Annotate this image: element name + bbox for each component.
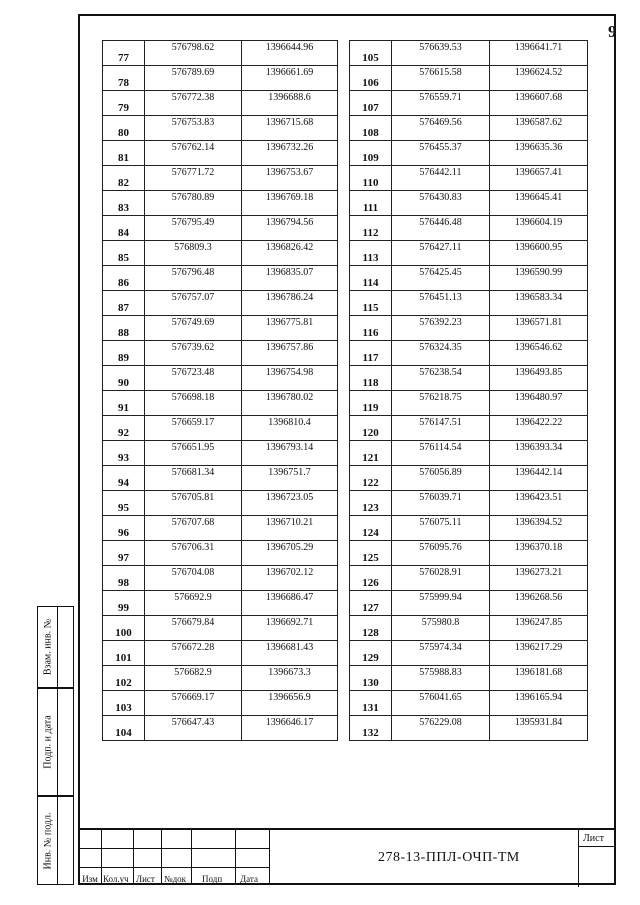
x-coordinate: 576039.71 <box>392 491 490 516</box>
table-row <box>103 666 338 691</box>
table-row <box>350 216 588 241</box>
x-coordinate: 576798.62 <box>145 41 242 66</box>
page-number: 9 <box>608 22 617 41</box>
y-coordinate: 1396692.71 <box>242 616 338 641</box>
x-coordinate: 576753.83 <box>145 116 242 141</box>
x-coordinate: 576705.81 <box>145 491 242 516</box>
y-coordinate: 1396217.29 <box>490 641 588 666</box>
y-coordinate: 1396710.21 <box>242 516 338 541</box>
table-row <box>350 491 588 516</box>
y-coordinate: 1396757.86 <box>242 341 338 366</box>
x-coordinate: 576469.56 <box>392 116 490 141</box>
y-coordinate: 1396571.81 <box>490 316 588 341</box>
table-row <box>350 391 588 416</box>
table-row <box>103 166 338 191</box>
table-row <box>103 591 338 616</box>
x-coordinate: 576659.17 <box>145 416 242 441</box>
x-coordinate: 576041.65 <box>392 691 490 716</box>
y-coordinate: 1396607.68 <box>490 91 588 116</box>
y-coordinate: 1396247.85 <box>490 616 588 641</box>
y-coordinate: 1396786.24 <box>242 291 338 316</box>
table-row <box>103 141 338 166</box>
y-coordinate: 1396493.85 <box>490 366 588 391</box>
table-row <box>103 216 338 241</box>
point-number: 103 <box>103 691 145 716</box>
coordinates-table-left <box>102 40 338 741</box>
y-coordinate: 1396657.41 <box>490 166 588 191</box>
table-row <box>103 716 338 741</box>
point-number: 82 <box>103 166 145 191</box>
x-coordinate: 575980.8 <box>392 616 490 641</box>
y-coordinate: 1396604.19 <box>490 216 588 241</box>
y-coordinate: 1396780.02 <box>242 391 338 416</box>
y-coordinate: 1396775.81 <box>242 316 338 341</box>
point-number: 84 <box>103 216 145 241</box>
point-number: 119 <box>350 391 392 416</box>
y-coordinate: 1396702.12 <box>242 566 338 591</box>
point-number: 128 <box>350 616 392 641</box>
point-number: 104 <box>103 716 145 741</box>
table-row <box>103 116 338 141</box>
y-coordinate: 1396835.07 <box>242 266 338 291</box>
x-coordinate: 576427.11 <box>392 241 490 266</box>
x-coordinate: 576651.95 <box>145 441 242 466</box>
point-number: 91 <box>103 391 145 416</box>
y-coordinate: 1396635.36 <box>490 141 588 166</box>
x-coordinate: 576762.14 <box>145 141 242 166</box>
point-number: 102 <box>103 666 145 691</box>
table-row <box>103 266 338 291</box>
point-number: 80 <box>103 116 145 141</box>
x-coordinate: 576425.45 <box>392 266 490 291</box>
table-row <box>350 116 588 141</box>
document-code: 278-13-ППЛ-ОЧП-ТМ <box>378 850 520 865</box>
y-coordinate: 1396688.6 <box>242 91 338 116</box>
x-coordinate: 576559.71 <box>392 91 490 116</box>
y-coordinate: 1396715.68 <box>242 116 338 141</box>
table-row <box>350 716 588 741</box>
x-coordinate: 576669.17 <box>145 691 242 716</box>
x-coordinate: 575988.83 <box>392 666 490 691</box>
side-stamp-replacement <box>37 606 74 688</box>
table-row <box>350 41 588 66</box>
y-coordinate: 1395931.84 <box>490 716 588 741</box>
point-number: 112 <box>350 216 392 241</box>
table-row <box>350 91 588 116</box>
point-number: 83 <box>103 191 145 216</box>
table-row <box>103 566 338 591</box>
y-coordinate: 1396583.34 <box>490 291 588 316</box>
y-coordinate: 1396165.94 <box>490 691 588 716</box>
point-number: 121 <box>350 441 392 466</box>
x-coordinate: 576739.62 <box>145 341 242 366</box>
col-data: Дата <box>240 874 258 884</box>
x-coordinate: 576442.11 <box>392 166 490 191</box>
point-number: 129 <box>350 641 392 666</box>
table-row <box>103 616 338 641</box>
table-row <box>350 316 588 341</box>
table-row <box>103 66 338 91</box>
y-coordinate: 1396723.05 <box>242 491 338 516</box>
table-row <box>350 291 588 316</box>
y-coordinate: 1396546.62 <box>490 341 588 366</box>
point-number: 113 <box>350 241 392 266</box>
point-number: 110 <box>350 166 392 191</box>
y-coordinate: 1396661.69 <box>242 66 338 91</box>
y-coordinate: 1396268.56 <box>490 591 588 616</box>
point-number: 100 <box>103 616 145 641</box>
point-number: 127 <box>350 591 392 616</box>
x-coordinate: 576723.48 <box>145 366 242 391</box>
x-coordinate: 575974.34 <box>392 641 490 666</box>
x-coordinate: 576218.75 <box>392 391 490 416</box>
y-coordinate: 1396422.22 <box>490 416 588 441</box>
table-row <box>103 341 338 366</box>
x-coordinate: 576796.48 <box>145 266 242 291</box>
point-number: 85 <box>103 241 145 266</box>
point-number: 131 <box>350 691 392 716</box>
x-coordinate: 576451.13 <box>392 291 490 316</box>
x-coordinate: 576056.89 <box>392 466 490 491</box>
y-coordinate: 1396600.95 <box>490 241 588 266</box>
point-number: 78 <box>103 66 145 91</box>
x-coordinate: 576795.49 <box>145 216 242 241</box>
table-row <box>103 541 338 566</box>
x-coordinate: 576707.68 <box>145 516 242 541</box>
table-row <box>103 516 338 541</box>
x-coordinate: 576672.28 <box>145 641 242 666</box>
x-coordinate: 576446.48 <box>392 216 490 241</box>
table-row <box>350 166 588 191</box>
table-row <box>103 441 338 466</box>
table-row <box>103 391 338 416</box>
y-coordinate: 1396681.43 <box>242 641 338 666</box>
table-row <box>103 366 338 391</box>
y-coordinate: 1396646.17 <box>242 716 338 741</box>
point-number: 93 <box>103 441 145 466</box>
x-coordinate: 576749.69 <box>145 316 242 341</box>
point-number: 125 <box>350 541 392 566</box>
point-number: 81 <box>103 141 145 166</box>
table-row <box>103 416 338 441</box>
y-coordinate: 1396624.52 <box>490 66 588 91</box>
point-number: 95 <box>103 491 145 516</box>
y-coordinate: 1396794.56 <box>242 216 338 241</box>
point-number: 111 <box>350 191 392 216</box>
col-ndok: №док <box>164 874 187 884</box>
point-number: 132 <box>350 716 392 741</box>
x-coordinate: 576698.18 <box>145 391 242 416</box>
x-coordinate: 576615.58 <box>392 66 490 91</box>
y-coordinate: 1396641.71 <box>490 41 588 66</box>
table-row <box>350 266 588 291</box>
point-number: 105 <box>350 41 392 66</box>
table-row <box>350 641 588 666</box>
table-row <box>350 441 588 466</box>
x-coordinate: 576095.76 <box>392 541 490 566</box>
table-row <box>103 41 338 66</box>
y-coordinate: 1396656.9 <box>242 691 338 716</box>
col-izm: Изм <box>82 874 98 884</box>
x-coordinate: 576681.34 <box>145 466 242 491</box>
table-row <box>103 291 338 316</box>
x-coordinate: 576114.54 <box>392 441 490 466</box>
y-coordinate: 1396810.4 <box>242 416 338 441</box>
point-number: 114 <box>350 266 392 291</box>
table-row <box>350 516 588 541</box>
point-number: 79 <box>103 91 145 116</box>
x-coordinate: 576772.38 <box>145 91 242 116</box>
point-number: 106 <box>350 66 392 91</box>
table-row <box>350 566 588 591</box>
y-coordinate: 1396423.51 <box>490 491 588 516</box>
x-coordinate: 576392.23 <box>392 316 490 341</box>
x-coordinate: 576809.3 <box>145 241 242 266</box>
x-coordinate: 576692.9 <box>145 591 242 616</box>
y-coordinate: 1396793.14 <box>242 441 338 466</box>
y-coordinate: 1396686.47 <box>242 591 338 616</box>
point-number: 89 <box>103 341 145 366</box>
table-row <box>350 66 588 91</box>
side-stamp-inventory <box>37 796 74 885</box>
side-label-replacement: Взам. инв. № <box>42 618 53 676</box>
table-row <box>103 191 338 216</box>
x-coordinate: 576704.08 <box>145 566 242 591</box>
point-number: 101 <box>103 641 145 666</box>
x-coordinate: 575999.94 <box>392 591 490 616</box>
x-coordinate: 576647.43 <box>145 716 242 741</box>
x-coordinate: 576679.84 <box>145 616 242 641</box>
point-number: 124 <box>350 516 392 541</box>
x-coordinate: 576639.53 <box>392 41 490 66</box>
point-number: 92 <box>103 416 145 441</box>
side-stamp-signature <box>37 688 74 796</box>
sheet-label: Лист <box>583 833 604 844</box>
table-row <box>350 591 588 616</box>
point-number: 115 <box>350 291 392 316</box>
x-coordinate: 576706.31 <box>145 541 242 566</box>
y-coordinate: 1396590.99 <box>490 266 588 291</box>
point-number: 88 <box>103 316 145 341</box>
x-coordinate: 576780.89 <box>145 191 242 216</box>
y-coordinate: 1396754.98 <box>242 366 338 391</box>
table-row <box>103 641 338 666</box>
table-row <box>350 466 588 491</box>
point-number: 97 <box>103 541 145 566</box>
x-coordinate: 576238.54 <box>392 366 490 391</box>
point-number: 107 <box>350 91 392 116</box>
point-number: 120 <box>350 416 392 441</box>
point-number: 96 <box>103 516 145 541</box>
point-number: 77 <box>103 41 145 66</box>
y-coordinate: 1396645.41 <box>490 191 588 216</box>
side-label-inventory: Инв. № подл. <box>42 812 53 869</box>
x-coordinate: 576075.11 <box>392 516 490 541</box>
col-list: Лист <box>136 874 155 884</box>
point-number: 126 <box>350 566 392 591</box>
y-coordinate: 1396587.62 <box>490 116 588 141</box>
table-row <box>350 416 588 441</box>
table-row <box>350 666 588 691</box>
point-number: 117 <box>350 341 392 366</box>
point-number: 90 <box>103 366 145 391</box>
x-coordinate: 576771.72 <box>145 166 242 191</box>
table-row <box>350 141 588 166</box>
table-row <box>350 341 588 366</box>
table-row <box>103 691 338 716</box>
y-coordinate: 1396393.34 <box>490 441 588 466</box>
x-coordinate: 576229.08 <box>392 716 490 741</box>
y-coordinate: 1396826.42 <box>242 241 338 266</box>
y-coordinate: 1396644.96 <box>242 41 338 66</box>
y-coordinate: 1396673.3 <box>242 666 338 691</box>
point-number: 130 <box>350 666 392 691</box>
table-row <box>103 466 338 491</box>
x-coordinate: 576324.35 <box>392 341 490 366</box>
table-row <box>350 541 588 566</box>
point-number: 99 <box>103 591 145 616</box>
coordinates-table-right <box>349 40 588 741</box>
point-number: 109 <box>350 141 392 166</box>
point-number: 98 <box>103 566 145 591</box>
y-coordinate: 1396442.14 <box>490 466 588 491</box>
table-row <box>350 691 588 716</box>
point-number: 123 <box>350 491 392 516</box>
table-row <box>350 241 588 266</box>
y-coordinate: 1396480.97 <box>490 391 588 416</box>
col-kolуч: Кол.уч <box>103 874 129 884</box>
y-coordinate: 1396394.52 <box>490 516 588 541</box>
table-row <box>103 91 338 116</box>
point-number: 108 <box>350 116 392 141</box>
x-coordinate: 576789.69 <box>145 66 242 91</box>
table-row <box>350 616 588 641</box>
y-coordinate: 1396705.29 <box>242 541 338 566</box>
side-label-signature: Подп. и дата <box>42 715 53 769</box>
y-coordinate: 1396732.26 <box>242 141 338 166</box>
y-coordinate: 1396769.18 <box>242 191 338 216</box>
y-coordinate: 1396751.7 <box>242 466 338 491</box>
y-coordinate: 1396753.67 <box>242 166 338 191</box>
point-number: 86 <box>103 266 145 291</box>
table-row <box>103 316 338 341</box>
point-number: 116 <box>350 316 392 341</box>
point-number: 94 <box>103 466 145 491</box>
y-coordinate: 1396273.21 <box>490 566 588 591</box>
point-number: 87 <box>103 291 145 316</box>
table-row <box>103 491 338 516</box>
table-row <box>103 241 338 266</box>
col-podp: Подп <box>202 874 223 884</box>
y-coordinate: 1396181.68 <box>490 666 588 691</box>
x-coordinate: 576682.9 <box>145 666 242 691</box>
y-coordinate: 1396370.18 <box>490 541 588 566</box>
x-coordinate: 576430.83 <box>392 191 490 216</box>
x-coordinate: 576028.91 <box>392 566 490 591</box>
table-row <box>350 191 588 216</box>
x-coordinate: 576757.07 <box>145 291 242 316</box>
title-block <box>78 828 616 885</box>
point-number: 118 <box>350 366 392 391</box>
table-row <box>350 366 588 391</box>
x-coordinate: 576455.37 <box>392 141 490 166</box>
x-coordinate: 576147.51 <box>392 416 490 441</box>
point-number: 122 <box>350 466 392 491</box>
